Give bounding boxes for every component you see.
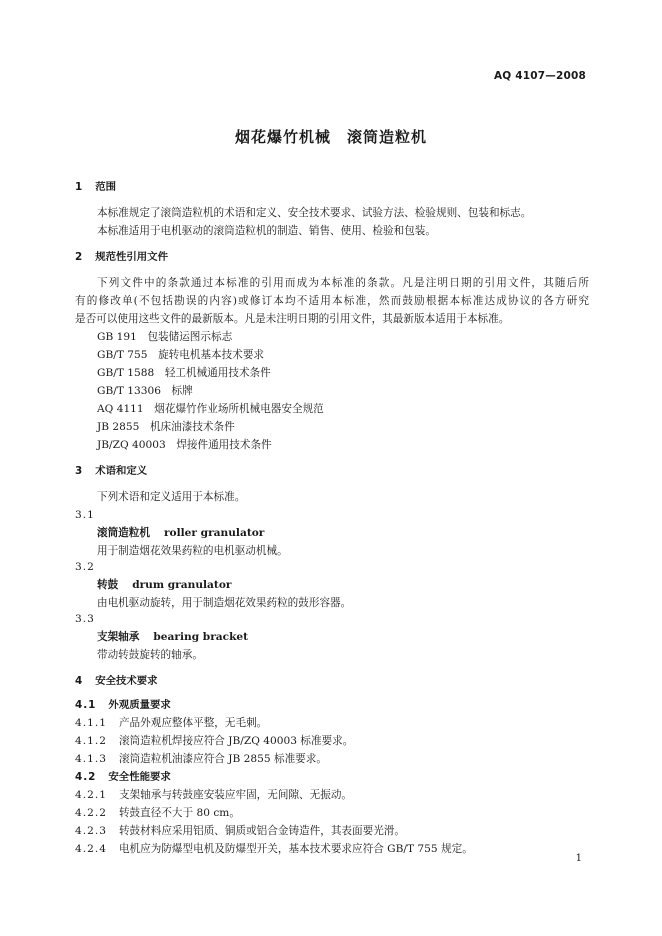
paragraph: 本标准规定了滚筒造粒机的术语和定义、安全技术要求、试验方法、检验规则、包装和标志。 — [97, 207, 532, 219]
section-title: 规范性引用文件 — [95, 251, 168, 263]
reference-title: 包装储运图示标志 — [147, 331, 233, 343]
term-english: roller granulator — [163, 527, 265, 539]
section-number: 1 — [75, 181, 83, 193]
section-4-heading — [75, 674, 158, 688]
section-title: 安全技术要求 — [95, 675, 158, 687]
section-number: 3 — [75, 465, 83, 477]
paragraph-line: 有的修改单(不包括勘误的内容)或修订本均不适用本标准，然而鼓励根据本标准达成协议的各方研究 — [75, 295, 589, 307]
clause-number: 4.2.1 — [75, 789, 107, 801]
clause-text: 转鼓材料应采用铝质、铜质或铝合金铸造件，其表面要光滑。 — [118, 825, 405, 837]
clause — [75, 806, 240, 820]
clause — [75, 716, 267, 730]
clause-number: 4.1.1 — [75, 717, 107, 729]
page-number: 1 — [575, 853, 582, 864]
clause — [75, 734, 353, 748]
term-chinese: 支架轴承 — [97, 631, 140, 643]
clause — [75, 752, 327, 766]
subsection-title: 安全性能要求 — [108, 771, 171, 783]
clause-number: 4.1.2 — [75, 735, 107, 747]
subsection-title: 外观质量要求 — [108, 699, 171, 711]
reference-item — [97, 402, 324, 416]
term-heading — [97, 526, 264, 540]
reference-title: 机床油漆技术条件 — [149, 421, 235, 433]
term-definition: 由电机驱动旋转，用于制造烟花效果药粒的鼓形容器。 — [97, 597, 352, 609]
term-number: 3.2 — [75, 561, 95, 573]
term-english: bearing bracket — [153, 631, 249, 643]
term-number: 3.3 — [75, 613, 95, 625]
standard-code: AQ 4107—2008 — [493, 70, 586, 82]
clause-number: 4.2.4 — [75, 843, 107, 855]
subsection-4-2-heading — [75, 770, 171, 784]
section-2-heading — [75, 250, 168, 264]
term-number: 3.1 — [75, 509, 95, 521]
clause — [75, 842, 473, 856]
reference-title: 轻工机械通用技术条件 — [164, 367, 271, 379]
reference-code: GB/T 1588 — [97, 367, 155, 379]
reference-item — [97, 438, 272, 452]
reference-title: 焊接件通用技术条件 — [176, 439, 272, 451]
reference-item — [97, 420, 235, 434]
section-number: 2 — [75, 251, 83, 263]
section-1-heading — [75, 180, 116, 194]
term-chinese: 转鼓 — [97, 579, 119, 591]
clause-text: 转鼓直径不大于 80 cm。 — [118, 807, 240, 819]
section-3-heading — [75, 464, 147, 478]
paragraph-line: 下列文件中的条款通过本标准的引用而成为本标准的条款。凡是注明日期的引用文件，其随后所 — [97, 277, 589, 289]
reference-code: AQ 4111 — [97, 403, 144, 415]
clause — [75, 824, 405, 838]
clause-number: 4.1.3 — [75, 753, 107, 765]
reference-code: GB/T 13306 — [97, 385, 161, 397]
section-number: 4 — [75, 675, 83, 687]
term-definition: 用于制造烟花效果药粒的电机驱动机械。 — [97, 545, 288, 557]
term-heading — [97, 578, 231, 592]
clause-text: 支架轴承与转鼓座安装应牢固，无间隙、无振动。 — [118, 789, 353, 801]
paragraph-line: 是否可以使用这些文件的最新版本。凡是未注明日期的引用文件，其最新版本适用于本标准。 — [75, 313, 510, 325]
term-heading — [97, 630, 248, 644]
reference-item — [97, 330, 232, 344]
reference-title: 烟花爆竹作业场所机械电器安全规范 — [154, 403, 324, 415]
section-title: 术语和定义 — [95, 465, 148, 477]
subsection-number: 4.1 — [75, 699, 97, 711]
subsection-number: 4.2 — [75, 771, 97, 783]
reference-code: JB/ZQ 40003 — [97, 439, 166, 451]
section-title: 范围 — [95, 181, 117, 193]
reference-code: GB 191 — [97, 331, 137, 343]
reference-item — [97, 348, 264, 362]
clause-text: 产品外观应整体平整，无毛刺。 — [118, 717, 268, 729]
clause-text: 滚筒造粒机油漆应符合 JB 2855 标准要求。 — [118, 753, 327, 765]
reference-item — [97, 366, 271, 380]
reference-title: 旋转电机基本技术要求 — [158, 349, 265, 361]
document-title: 烟花爆竹机械 滚筒造粒机 — [234, 128, 427, 146]
clause-number: 4.2.2 — [75, 807, 107, 819]
term-chinese: 滚筒造粒机 — [97, 527, 150, 539]
subsection-4-1-heading — [75, 698, 171, 712]
paragraph: 下列术语和定义适用于本标准。 — [97, 491, 246, 503]
paragraph: 本标准适用于电机驱动的滚筒造粒机的制造、销售、使用、检验和包装。 — [97, 225, 436, 237]
reference-code: JB 2855 — [97, 421, 140, 433]
clause — [75, 788, 352, 802]
clause-text: 滚筒造粒机焊接应符合 JB/ZQ 40003 标准要求。 — [118, 735, 354, 747]
reference-code: GB/T 755 — [97, 349, 148, 361]
reference-title: 标牌 — [171, 385, 193, 397]
term-definition: 带动转鼓旋转的轴承。 — [97, 649, 203, 661]
reference-item — [97, 384, 193, 398]
clause-text: 电机应为防爆型电机及防爆型开关，基本技术要求应符合 GB/T 755 规定。 — [118, 843, 473, 855]
clause-number: 4.2.3 — [75, 825, 107, 837]
term-english: drum granulator — [132, 579, 232, 591]
